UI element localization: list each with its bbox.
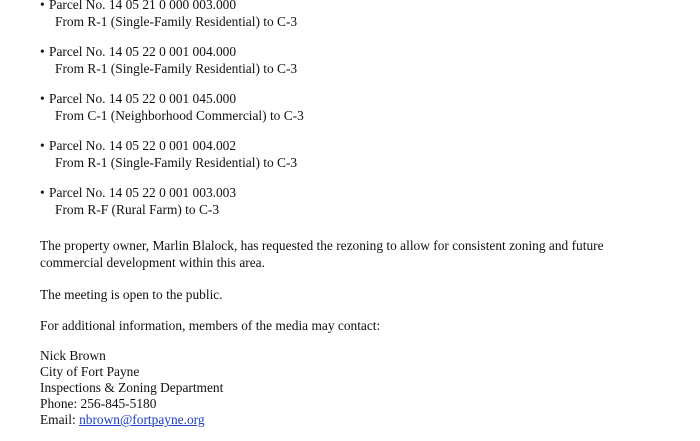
parcel-item [40,184,640,218]
owner-request-paragraph: The property owner, Marlin Blalock, has requested the rezoning to allow for consistent zoning and future commercial development within this area. [40,238,604,270]
parcel-number: Parcel No. 14 05 22 0 001 004.000 [49,44,237,59]
bullet-icon: • [40,0,45,12]
zoning-change: From R-1 (Single-Family Residential) to C-3 [55,155,298,170]
bullet-icon: • [40,44,45,59]
contact-email-line [40,412,440,428]
zoning-change: From R-F (Rural Farm) to C-3 [55,202,220,217]
media-contact-paragraph: For additional information, members of the media may contact: [40,318,381,333]
parcel-item [40,0,640,30]
public-meeting-paragraph: The meeting is open to the public. [40,287,223,302]
contact-name: Nick Brown [40,348,106,363]
bullet-icon: • [40,185,45,200]
email-link[interactable]: nbrown@fortpayne.org [79,412,205,427]
bullet-icon: • [40,138,45,153]
parcel-list [40,0,640,231]
parcel-item [40,137,640,171]
parcel-number: Parcel No. 14 05 21 0 000 003.000 [49,0,237,12]
zoning-change: From R-1 (Single-Family Residential) to C-3 [55,61,298,76]
parcel-item [40,90,640,124]
parcel-number: Parcel No. 14 05 22 0 001 045.000 [49,91,237,106]
contact-block [40,348,440,428]
contact-organization: City of Fort Payne [40,364,140,379]
email-label: Email: [40,412,80,427]
zoning-change: From C-1 (Neighborhood Commercial) to C-3 [55,108,304,123]
contact-department: Inspections & Zoning Department [40,380,224,395]
parcel-item [40,43,640,77]
zoning-change: From R-1 (Single-Family Residential) to C-3 [55,14,298,29]
parcel-number: Parcel No. 14 05 22 0 001 003.003 [49,185,237,200]
bullet-icon: • [40,91,45,106]
parcel-number: Parcel No. 14 05 22 0 001 004.002 [49,138,237,153]
contact-phone: Phone: 256-845-5180 [40,396,157,411]
